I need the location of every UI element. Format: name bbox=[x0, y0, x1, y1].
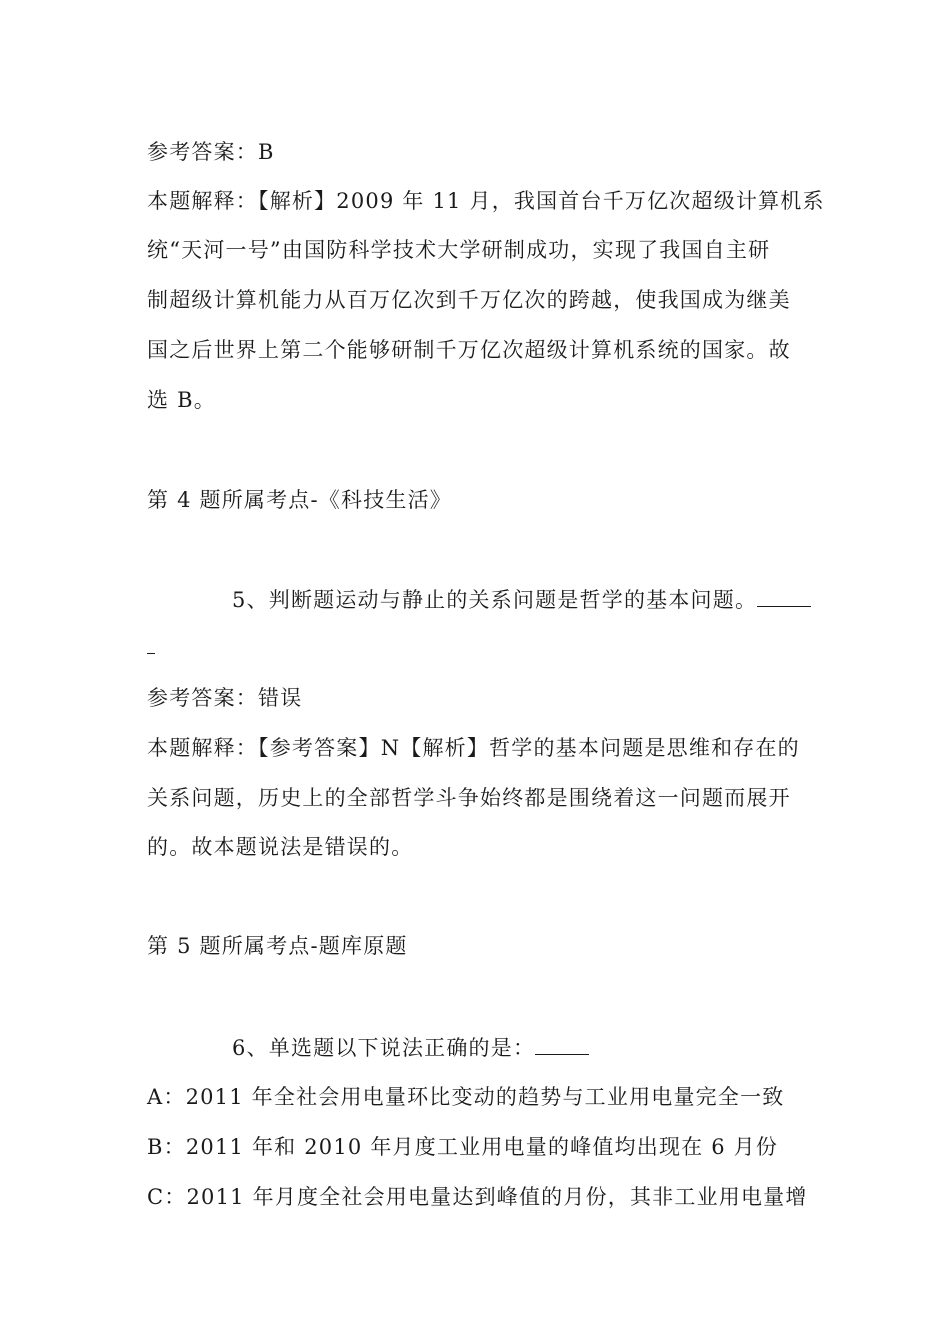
q5-topic: 第 5 题所属考点-题库原题 bbox=[147, 934, 408, 958]
q6-option-c: C：2011 年月度全社会用电量达到峰值的月份，其非工业用电量增 bbox=[147, 1185, 808, 1209]
q5-answer: 参考答案：错误 bbox=[147, 686, 303, 710]
q6-option-a: A：2011 年全社会用电量环比变动的趋势与工业用电量完全一致 bbox=[147, 1085, 785, 1109]
q4-answer: 参考答案：B bbox=[147, 140, 275, 164]
q5-explanation-line-2: 关系问题，历史上的全部哲学斗争始终都是围绕着这一问题而展开 bbox=[147, 786, 791, 810]
q5-explanation-line-3: 的。故本题说法是错误的。 bbox=[147, 835, 414, 859]
q4-topic: 第 4 题所属考点-《科技生活》 bbox=[147, 488, 453, 512]
q4-explanation-line-4: 国之后世界上第二个能够研制千万亿次超级计算机系统的国家。故 bbox=[147, 338, 791, 362]
q5-question-text: 5、判断题运动与静止的关系问题是哲学的基本问题。 bbox=[232, 588, 758, 612]
q5-explanation-line-1: 本题解释：【参考答案】N【解析】哲学的基本问题是思维和存在的 bbox=[147, 736, 800, 760]
q6-answer-blank bbox=[535, 1034, 589, 1055]
q5-answer-blank-continued bbox=[147, 633, 155, 654]
q6-question bbox=[232, 1034, 589, 1062]
q5-answer-blank bbox=[757, 586, 811, 607]
q4-explanation-line-1: 本题解释：【解析】2009 年 11 月，我国首台千万亿次超级计算机系 bbox=[147, 189, 825, 213]
q4-explanation-line-3: 制超级计算机能力从百万亿次到千万亿次的跨越，使我国成为继美 bbox=[147, 288, 791, 312]
q5-blank-continuation bbox=[147, 633, 155, 661]
q4-explanation-line-2: 统“天河一号”由国防科学技术大学研制成功，实现了我国自主研 bbox=[147, 238, 771, 262]
q6-option-b: B：2011 年和 2010 年月度工业用电量的峰值均出现在 6 月份 bbox=[147, 1135, 779, 1159]
q4-explanation-line-5: 选 B。 bbox=[147, 388, 216, 412]
q5-question bbox=[232, 586, 811, 614]
q6-question-text: 6、单选题以下说法正确的是： bbox=[232, 1036, 536, 1060]
